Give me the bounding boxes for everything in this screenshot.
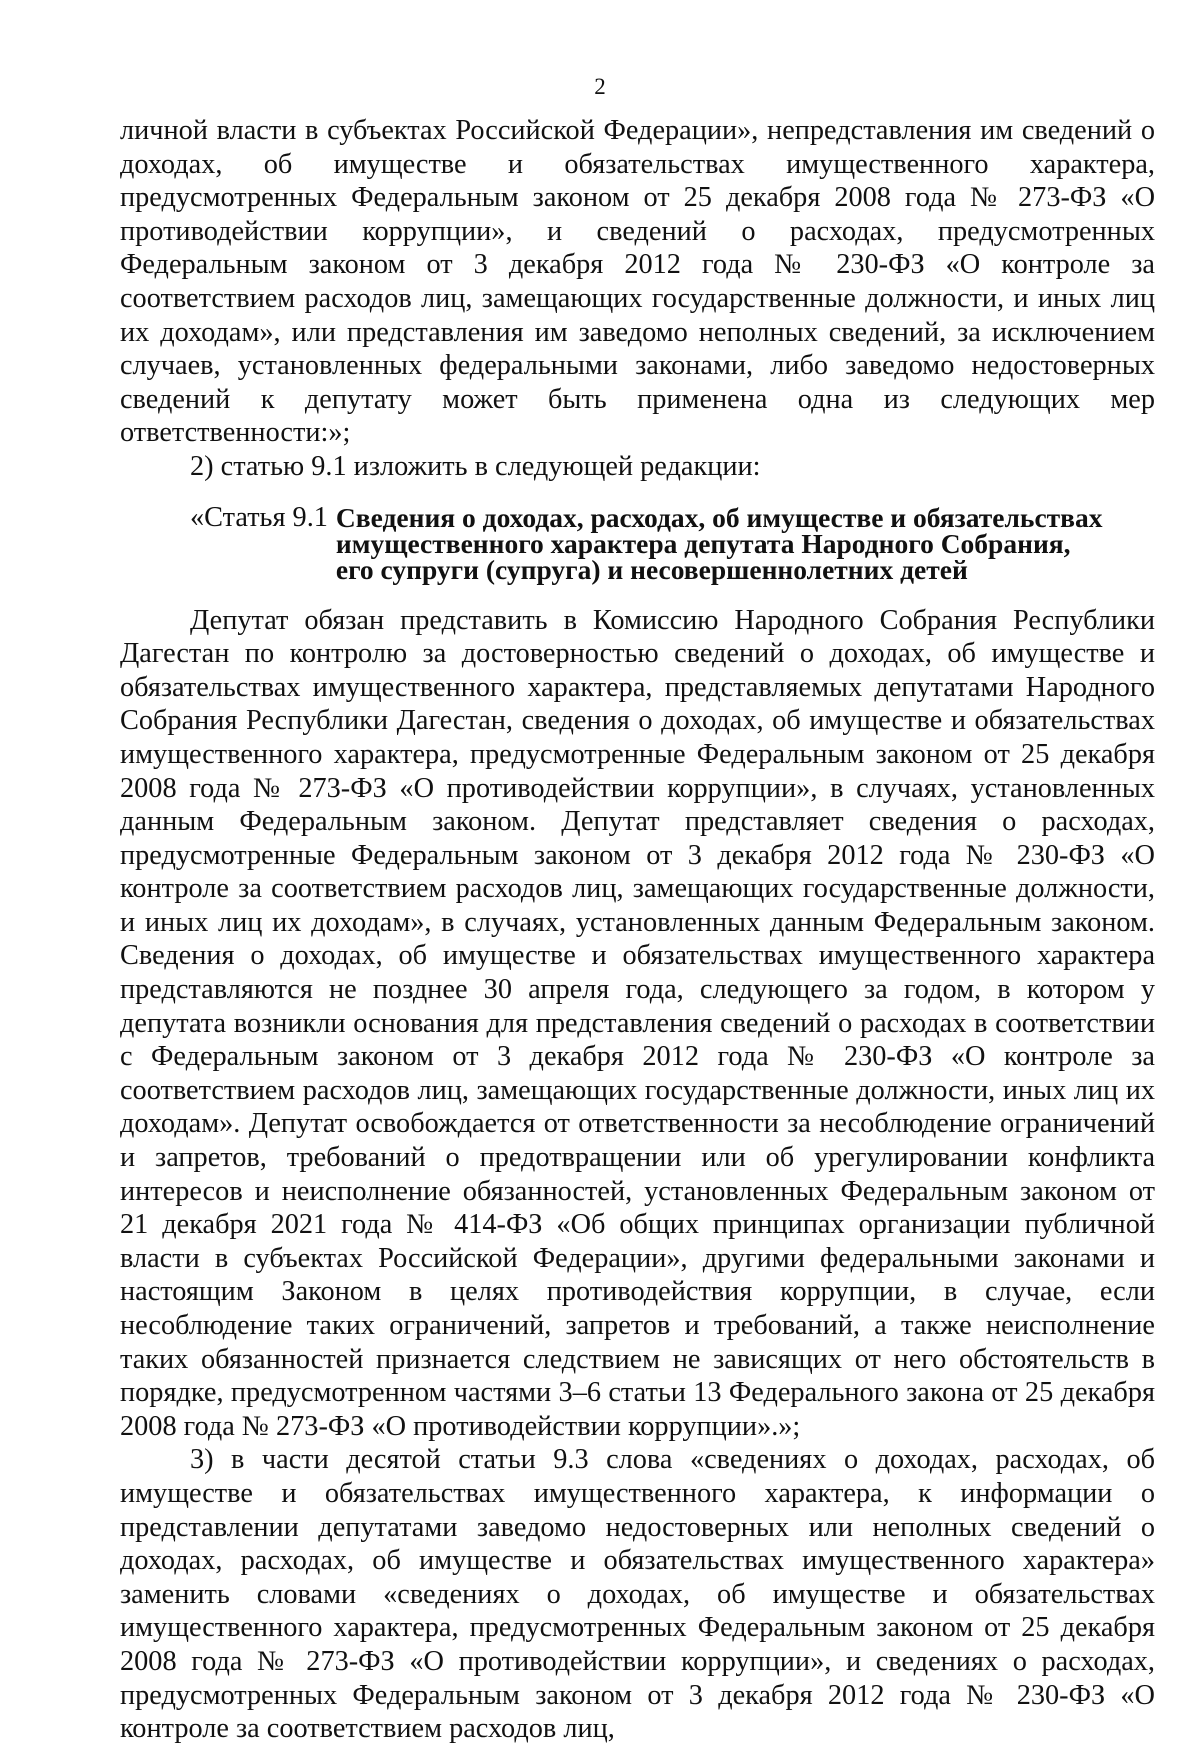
- article-title-line: его супруги (супруга) и несовершеннолетних детей: [335, 553, 968, 585]
- article-title-line: Сведения о доходах, расходах, об имуществе и обязательствах: [335, 501, 1103, 533]
- article-label: «Статья 9.1: [190, 501, 328, 533]
- paragraph-article-body: Депутат обязан представить в Комиссию Народного Собрания Республики Дагестан по контролю за достоверностью сведений о доходах, об имуществе и обязательствах имущественного характера, представляемых депутатами Народного Собрания Республики Дагестан, сведения о доходах, об имуществе и обязательствах имущественного характера, предусмотренные Федеральным законом от 25 декабря 2008 года № 273-ФЗ «О противодействии коррупции», в случаях, установленных данным Федеральным законом. Депутат представляет сведения о расходах, предусмотренные Федеральным законом от 3 декабря 2012 года № 230-ФЗ «О контроле за соответствием расходов лиц, замещающих государственные должности, и иных лиц их доходам», в случаях, установленных данным Федеральным законом. Сведения о доходах, об имуществе и обязательствах имущественного характера представляются не позднее 30 апреля года, следующего за годом, в котором у депутата возникли основания для представления сведений о расходах в соответствии с Федеральным законом от 3 декабря 2012 года № 230-ФЗ «О контроле за соответствием расходов лиц, замещающих государственные должности, иных лиц их доходам». Депутат освобождается от ответственности за несоблюдение ограничений и запретов, требований о предотвращении или об урегулировании конфликта интересов и неисполнение обязанностей, установленных Федеральным законом от 21 декабря 2021 года № 414-ФЗ «Об общих принципах организации публичной власти в субъектах Российской Федерации», другими федеральными законами и настоящим Законом в целях противодействия коррупции, в случае, если несоблюдение таких ограничений, запретов и требований, а также неисполнение таких обязанностей признается следствием не зависящих от него обстоятельств в порядке, предусмотренном частями 3–6 статьи 13 Федерального закона от 25 декабря 2008 года № 273-ФЗ «О противодействии коррупции».»;: [120, 604, 1155, 1442]
- article-title-line: имущественного характера депутата Народного Собрания,: [335, 527, 1071, 559]
- article-heading: [120, 501, 1155, 585]
- paragraph-item-2: 2) статью 9.1 изложить в следующей редакции:: [190, 450, 761, 482]
- article-title: [335, 501, 1103, 585]
- paragraph-continuation: личной власти в субъектах Российской Федерации», непредставления им сведений о доходах, об имуществе и обязательствах имущественного характера, предусмотренных Федеральным законом от 25 декабря 2008 года № 273-ФЗ «О противодействии коррупции», и сведений о расходах, предусмотренных Федеральным законом от 3 декабря 2012 года № 230-ФЗ «О контроле за соответствием расходов лиц, замещающих государственные должности, и иных лиц их доходам», или представления им заведомо неполных сведений, за исключением случаев, установленных федеральными законами, либо заведомо недостоверных сведений к депутату может быть применена одна из следующих мер ответственности:»;: [120, 115, 1155, 449]
- page-number: 2: [594, 74, 606, 99]
- document-body: [120, 114, 1155, 1746]
- paragraph-item-3: 3) в части десятой статьи 9.3 слова «сведениях о доходах, расходах, об имуществе и обязательствах имущественного характера, к информации о представлении депутатами заведомо недостоверных или неполных сведений о доходах, расходах, об имуществе и обязательствах имущественного характера» заменить словами «сведениях о доходах, об имуществе и обязательствах имущественного характера, предусмотренных Федеральным законом от 25 декабря 2008 года № 273-ФЗ «О противодействии коррупции», и сведениях о расходах, предусмотренных Федеральным законом от 3 декабря 2012 года № 230-ФЗ «О контроле за соответствием расходов лиц,: [120, 1444, 1155, 1745]
